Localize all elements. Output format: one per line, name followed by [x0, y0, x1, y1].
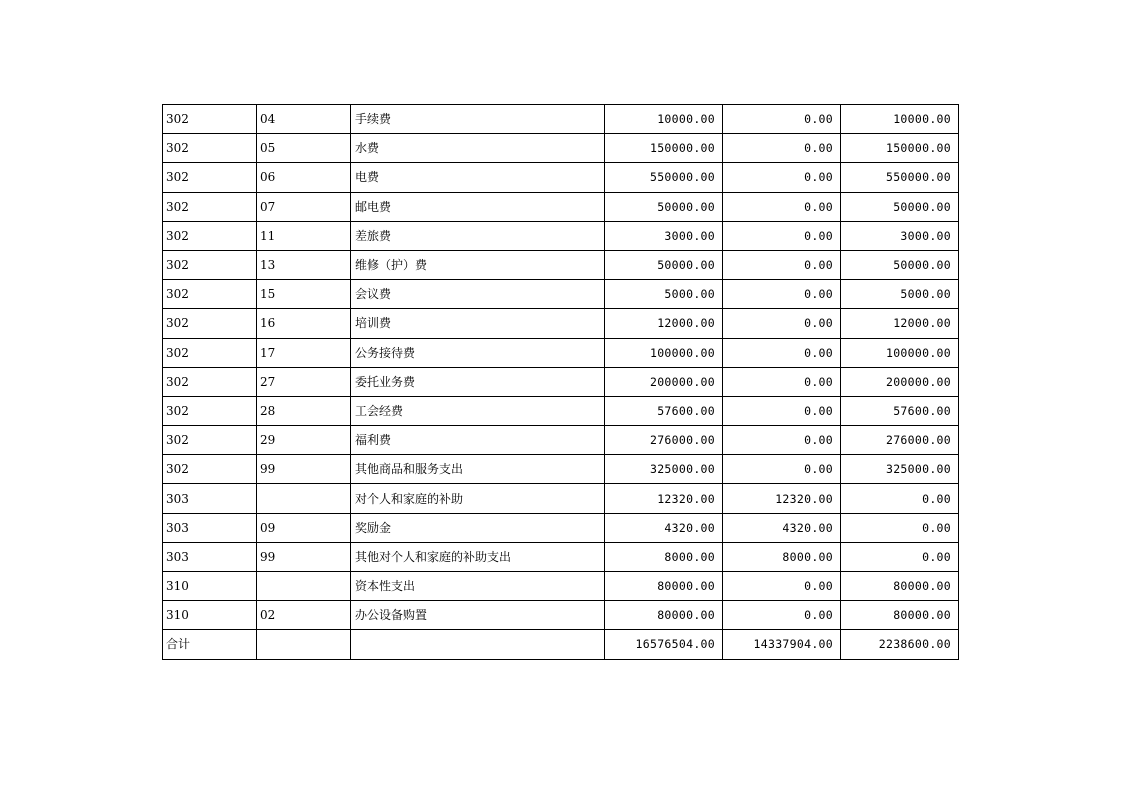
cell-total-amount: 8000.00 [605, 542, 723, 571]
cell-basic-amount: 0.00 [723, 280, 841, 309]
cell-total-amount: 50000.00 [605, 250, 723, 279]
cell-project-amount: 0.00 [841, 542, 959, 571]
cell-project-amount: 2238600.00 [841, 630, 959, 659]
table-row [163, 367, 959, 396]
cell-basic-amount: 0.00 [723, 250, 841, 279]
cell-project-amount: 0.00 [841, 513, 959, 542]
cell-project-amount: 200000.00 [841, 367, 959, 396]
cell-category-code: 302 [163, 134, 257, 163]
table-row [163, 513, 959, 542]
cell-category-code: 302 [163, 426, 257, 455]
cell-item-code: 29 [257, 426, 351, 455]
cell-category-code: 302 [163, 221, 257, 250]
cell-basic-amount: 0.00 [723, 426, 841, 455]
cell-category-code: 302 [163, 367, 257, 396]
cell-project-amount: 0.00 [841, 484, 959, 513]
table-row [163, 280, 959, 309]
cell-basic-amount: 8000.00 [723, 542, 841, 571]
cell-total-amount: 550000.00 [605, 163, 723, 192]
cell-item-code: 99 [257, 542, 351, 571]
cell-category-code: 302 [163, 338, 257, 367]
cell-basic-amount: 0.00 [723, 221, 841, 250]
table-row [163, 455, 959, 484]
cell-total-amount: 4320.00 [605, 513, 723, 542]
cell-total-amount: 12320.00 [605, 484, 723, 513]
cell-item-name: 手续费 [351, 105, 605, 134]
table-row [163, 192, 959, 221]
cell-item-code: 16 [257, 309, 351, 338]
cell-basic-amount: 0.00 [723, 105, 841, 134]
cell-project-amount: 100000.00 [841, 338, 959, 367]
cell-basic-amount: 0.00 [723, 134, 841, 163]
table-row [163, 309, 959, 338]
cell-category-code: 310 [163, 572, 257, 601]
cell-item-code: 07 [257, 192, 351, 221]
cell-item-name: 水费 [351, 134, 605, 163]
table-row [163, 338, 959, 367]
table-row [163, 134, 959, 163]
cell-item-name: 邮电费 [351, 192, 605, 221]
cell-total-amount: 16576504.00 [605, 630, 723, 659]
table-row [163, 221, 959, 250]
table-row [163, 105, 959, 134]
cell-item-code: 15 [257, 280, 351, 309]
cell-basic-amount: 0.00 [723, 192, 841, 221]
cell-item-code: 04 [257, 105, 351, 134]
table-row [163, 601, 959, 630]
cell-basic-amount: 0.00 [723, 309, 841, 338]
table-row [163, 426, 959, 455]
cell-project-amount: 5000.00 [841, 280, 959, 309]
cell-category-code: 合计 [163, 630, 257, 659]
cell-item-code [257, 484, 351, 513]
cell-project-amount: 50000.00 [841, 250, 959, 279]
cell-category-code: 302 [163, 250, 257, 279]
table-row [163, 163, 959, 192]
cell-item-name: 电费 [351, 163, 605, 192]
cell-category-code: 303 [163, 484, 257, 513]
cell-item-name: 维修（护）费 [351, 250, 605, 279]
cell-category-code: 303 [163, 513, 257, 542]
cell-project-amount: 550000.00 [841, 163, 959, 192]
cell-total-amount: 12000.00 [605, 309, 723, 338]
cell-item-name: 办公设备购置 [351, 601, 605, 630]
cell-basic-amount: 12320.00 [723, 484, 841, 513]
cell-item-name: 工会经费 [351, 396, 605, 425]
cell-item-code: 17 [257, 338, 351, 367]
cell-item-code: 27 [257, 367, 351, 396]
cell-item-code [257, 630, 351, 659]
cell-item-code: 06 [257, 163, 351, 192]
cell-total-amount: 200000.00 [605, 367, 723, 396]
cell-total-amount: 325000.00 [605, 455, 723, 484]
cell-item-code: 13 [257, 250, 351, 279]
cell-total-amount: 80000.00 [605, 601, 723, 630]
cell-project-amount: 80000.00 [841, 601, 959, 630]
table-row [163, 542, 959, 571]
cell-basic-amount: 0.00 [723, 601, 841, 630]
cell-total-amount: 100000.00 [605, 338, 723, 367]
cell-project-amount: 10000.00 [841, 105, 959, 134]
cell-item-name: 会议费 [351, 280, 605, 309]
cell-basic-amount: 0.00 [723, 455, 841, 484]
cell-basic-amount: 0.00 [723, 163, 841, 192]
cell-item-name: 福利费 [351, 426, 605, 455]
cell-item-code [257, 572, 351, 601]
cell-total-amount: 50000.00 [605, 192, 723, 221]
cell-project-amount: 80000.00 [841, 572, 959, 601]
cell-item-name: 其他商品和服务支出 [351, 455, 605, 484]
cell-basic-amount: 0.00 [723, 338, 841, 367]
cell-project-amount: 57600.00 [841, 396, 959, 425]
cell-item-name: 培训费 [351, 309, 605, 338]
cell-project-amount: 3000.00 [841, 221, 959, 250]
cell-item-code: 02 [257, 601, 351, 630]
cell-project-amount: 150000.00 [841, 134, 959, 163]
cell-item-code: 99 [257, 455, 351, 484]
cell-basic-amount: 0.00 [723, 572, 841, 601]
cell-item-code: 09 [257, 513, 351, 542]
cell-item-code: 05 [257, 134, 351, 163]
cell-category-code: 302 [163, 309, 257, 338]
cell-item-name: 公务接待费 [351, 338, 605, 367]
cell-item-code: 11 [257, 221, 351, 250]
cell-category-code: 302 [163, 396, 257, 425]
table-total-row [163, 630, 959, 659]
table-row [163, 484, 959, 513]
cell-total-amount: 276000.00 [605, 426, 723, 455]
cell-category-code: 303 [163, 542, 257, 571]
cell-item-name: 委托业务费 [351, 367, 605, 396]
cell-project-amount: 276000.00 [841, 426, 959, 455]
cell-category-code: 302 [163, 192, 257, 221]
cell-item-name: 其他对个人和家庭的补助支出 [351, 542, 605, 571]
table-body [163, 105, 959, 660]
cell-category-code: 310 [163, 601, 257, 630]
cell-project-amount: 325000.00 [841, 455, 959, 484]
cell-item-name: 奖励金 [351, 513, 605, 542]
cell-item-name: 差旅费 [351, 221, 605, 250]
table-row [163, 250, 959, 279]
cell-project-amount: 12000.00 [841, 309, 959, 338]
cell-category-code: 302 [163, 163, 257, 192]
cell-category-code: 302 [163, 105, 257, 134]
cell-total-amount: 10000.00 [605, 105, 723, 134]
cell-basic-amount: 4320.00 [723, 513, 841, 542]
cell-basic-amount: 14337904.00 [723, 630, 841, 659]
expenditure-table [162, 104, 959, 660]
table-row [163, 572, 959, 601]
cell-basic-amount: 0.00 [723, 367, 841, 396]
cell-project-amount: 50000.00 [841, 192, 959, 221]
cell-item-name: 对个人和家庭的补助 [351, 484, 605, 513]
cell-item-code: 28 [257, 396, 351, 425]
cell-item-name: 资本性支出 [351, 572, 605, 601]
cell-total-amount: 5000.00 [605, 280, 723, 309]
cell-total-amount: 57600.00 [605, 396, 723, 425]
cell-total-amount: 80000.00 [605, 572, 723, 601]
cell-basic-amount: 0.00 [723, 396, 841, 425]
table-row [163, 396, 959, 425]
cell-total-amount: 3000.00 [605, 221, 723, 250]
cell-category-code: 302 [163, 280, 257, 309]
cell-item-name [351, 630, 605, 659]
cell-total-amount: 150000.00 [605, 134, 723, 163]
cell-category-code: 302 [163, 455, 257, 484]
